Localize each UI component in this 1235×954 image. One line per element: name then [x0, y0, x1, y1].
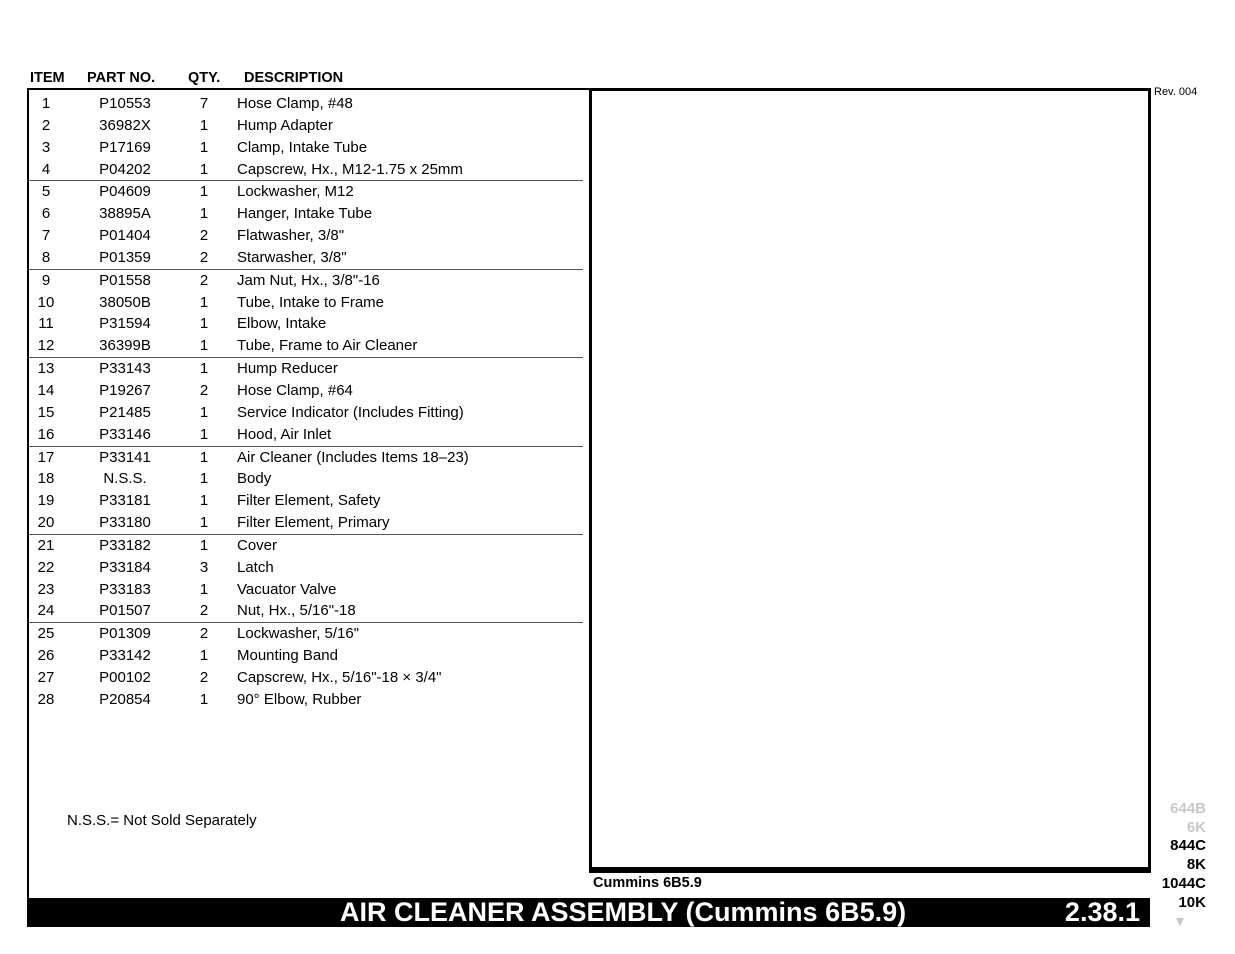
description: Latch: [237, 558, 274, 576]
description: Service Indicator (Includes Fitting): [237, 403, 464, 421]
item-number: 27: [37, 668, 55, 686]
quantity: 1: [199, 580, 209, 598]
description: Jam Nut, Hx., 3/8"-16: [237, 271, 380, 289]
table-row: [29, 137, 583, 159]
table-row: [29, 689, 583, 711]
part-number: P01507: [99, 602, 151, 620]
table-row: [29, 600, 583, 622]
table-row: [29, 357, 583, 380]
description: Capscrew, Hx., M12-1.75 x 25mm: [237, 160, 463, 178]
quantity: 1: [199, 514, 209, 532]
parts-table: [29, 93, 583, 711]
revision-label: Rev. 004: [1154, 86, 1198, 98]
part-number: P33184: [99, 558, 151, 576]
model-label[interactable]: 6K: [1186, 818, 1206, 836]
nss-note: N.S.S.= Not Sold Separately: [67, 812, 257, 829]
item-number: 18: [37, 470, 55, 488]
table-row: [29, 180, 583, 203]
table-row: [29, 203, 583, 225]
item-number: 14: [37, 381, 55, 399]
part-number: P33181: [99, 492, 151, 510]
quantity: 1: [199, 448, 209, 466]
part-number: P33146: [99, 425, 151, 443]
part-number: P33143: [99, 360, 151, 378]
engine-label: Cummins 6B5.9: [593, 875, 702, 891]
description: Clamp, Intake Tube: [237, 138, 368, 156]
description: Tube, Frame to Air Cleaner: [237, 337, 418, 355]
item-number: 1: [41, 95, 51, 112]
table-row: [29, 424, 583, 446]
quantity: 2: [199, 625, 209, 643]
description: Elbow, Intake: [237, 315, 327, 333]
table-row: [29, 557, 583, 579]
part-number: 38895A: [99, 205, 151, 223]
part-number: P17169: [99, 138, 151, 156]
description: Hump Reducer: [237, 360, 338, 378]
description: Capscrew, Hx., 5/16"-18 × 3/4": [237, 668, 442, 686]
table-row: [29, 645, 583, 667]
part-number: P00102: [99, 668, 151, 686]
quantity: 1: [199, 116, 209, 134]
item-number: 3: [41, 138, 51, 156]
quantity: 2: [199, 381, 209, 399]
item-number: 5: [41, 183, 51, 201]
quantity: 1: [199, 183, 209, 201]
item-number: 15: [37, 403, 55, 421]
table-row: [29, 225, 583, 247]
part-number: P33142: [99, 647, 151, 665]
part-number: P19267: [99, 381, 151, 399]
part-number: P21485: [99, 403, 151, 421]
item-number: 9: [41, 271, 51, 289]
quantity: 1: [199, 536, 209, 554]
item-number: 6: [41, 205, 51, 223]
table-row: [29, 490, 583, 512]
part-number: 36399B: [99, 337, 151, 355]
page-title: AIR CLEANER ASSEMBLY (Cummins 6B5.9): [340, 897, 907, 927]
quantity: 1: [199, 138, 209, 156]
table-row: [29, 93, 583, 115]
table-row: [29, 335, 583, 357]
part-number: P01404: [99, 227, 151, 245]
section-number: 2.38.1: [1064, 897, 1140, 927]
part-number: P33180: [99, 514, 151, 532]
description: Tube, Intake to Frame: [237, 293, 385, 311]
item-number: 28: [37, 690, 55, 708]
part-number: P04609: [99, 183, 151, 201]
part-number: P33183: [99, 580, 151, 598]
table-row: [29, 534, 583, 557]
part-number: P20854: [99, 690, 151, 708]
description: Filter Element, Primary: [237, 514, 390, 532]
item-number: 11: [38, 315, 54, 333]
part-number: P01309: [99, 625, 151, 643]
header-item: ITEM: [30, 70, 65, 86]
part-number: P33182: [99, 536, 151, 554]
part-number: P01359: [99, 248, 151, 266]
quantity: 1: [199, 315, 209, 333]
description: Starwasher, 3/8": [237, 248, 347, 266]
description: Nut, Hx., 5/16"-18: [237, 602, 356, 620]
model-list: [1152, 800, 1206, 912]
model-label[interactable]: 10K: [1178, 893, 1206, 911]
quantity: 2: [199, 668, 209, 686]
part-number: 36982X: [99, 116, 151, 134]
header-qty: QTY.: [188, 70, 221, 86]
quantity: 7: [199, 95, 209, 112]
table-row: [29, 512, 583, 534]
table-row: [29, 269, 583, 292]
description: Hanger, Intake Tube: [237, 205, 373, 223]
item-number: 8: [41, 248, 51, 266]
header-part-no: PART NO.: [87, 70, 156, 86]
table-row: [29, 468, 583, 490]
quantity: 2: [199, 248, 209, 266]
description: Air Cleaner (Includes Items 18–23): [237, 448, 469, 466]
illustration-area: [589, 88, 1151, 870]
item-number: 13: [37, 360, 55, 378]
description: Lockwasher, 5/16": [237, 625, 360, 643]
table-row: [29, 313, 583, 335]
part-number: P33141: [99, 448, 151, 466]
quantity: 1: [199, 293, 209, 311]
table-row: [29, 667, 583, 689]
header-description: DESCRIPTION: [244, 70, 344, 86]
quantity: 1: [199, 647, 209, 665]
quantity: 1: [199, 403, 209, 421]
item-number: 20: [37, 514, 55, 532]
table-row: [29, 115, 583, 137]
quantity: 1: [199, 360, 209, 378]
description: Flatwasher, 3/8": [237, 227, 345, 245]
part-number: P10553: [99, 95, 151, 112]
model-label[interactable]: 844C: [1170, 837, 1206, 855]
model-label[interactable]: 8K: [1186, 856, 1206, 874]
quantity: 1: [199, 337, 209, 355]
item-number: 19: [37, 492, 55, 510]
quantity: 1: [199, 690, 209, 708]
description: Mounting Band: [237, 647, 338, 665]
title-bar: [27, 898, 1150, 927]
quantity: 1: [199, 492, 209, 510]
table-row: [29, 402, 583, 424]
quantity: 2: [199, 271, 209, 289]
part-number: P01558: [99, 271, 151, 289]
item-number: 21: [37, 536, 55, 554]
description: Hump Adapter: [237, 116, 333, 134]
description: Hose Clamp, #48: [237, 95, 353, 112]
part-number: N.S.S.: [103, 470, 147, 488]
description: Body: [237, 470, 272, 488]
description: Lockwasher, M12: [237, 183, 354, 201]
item-number: 25: [37, 625, 55, 643]
quantity: 1: [199, 160, 209, 178]
quantity: 2: [199, 602, 209, 620]
part-number: P31594: [99, 315, 151, 333]
item-number: 26: [37, 647, 55, 665]
description: Filter Element, Safety: [237, 492, 381, 510]
description: 90° Elbow, Rubber: [237, 690, 362, 708]
model-label[interactable]: 1044C: [1161, 874, 1206, 892]
table-row: [29, 380, 583, 402]
part-number: P04202: [99, 160, 151, 178]
item-number: 22: [37, 558, 55, 576]
description: Hood, Air Inlet: [237, 425, 332, 443]
quantity: 1: [199, 470, 209, 488]
item-number: 16: [37, 425, 55, 443]
model-label[interactable]: 644B: [1170, 800, 1206, 817]
table-row: [29, 159, 583, 181]
item-number: 24: [37, 602, 55, 620]
item-number: 17: [37, 448, 55, 466]
description: Cover: [237, 536, 278, 554]
table-row: [29, 292, 583, 314]
item-number: 12: [37, 337, 55, 355]
quantity: 1: [199, 205, 209, 223]
description: Vacuator Valve: [237, 580, 337, 598]
item-number: 4: [41, 160, 51, 178]
part-number: 38050B: [99, 293, 151, 311]
table-row: [29, 446, 583, 469]
item-number: 7: [41, 227, 51, 245]
next-page-arrow-icon[interactable]: ▼: [1173, 913, 1187, 929]
quantity: 3: [199, 558, 209, 576]
description: Hose Clamp, #64: [237, 381, 353, 399]
item-number: 10: [37, 293, 55, 311]
item-number: 23: [37, 580, 55, 598]
item-number: 2: [41, 116, 51, 134]
quantity: 2: [199, 227, 209, 245]
table-row: [29, 579, 583, 601]
quantity: 1: [199, 425, 209, 443]
table-row: [29, 622, 583, 645]
table-row: [29, 247, 583, 269]
